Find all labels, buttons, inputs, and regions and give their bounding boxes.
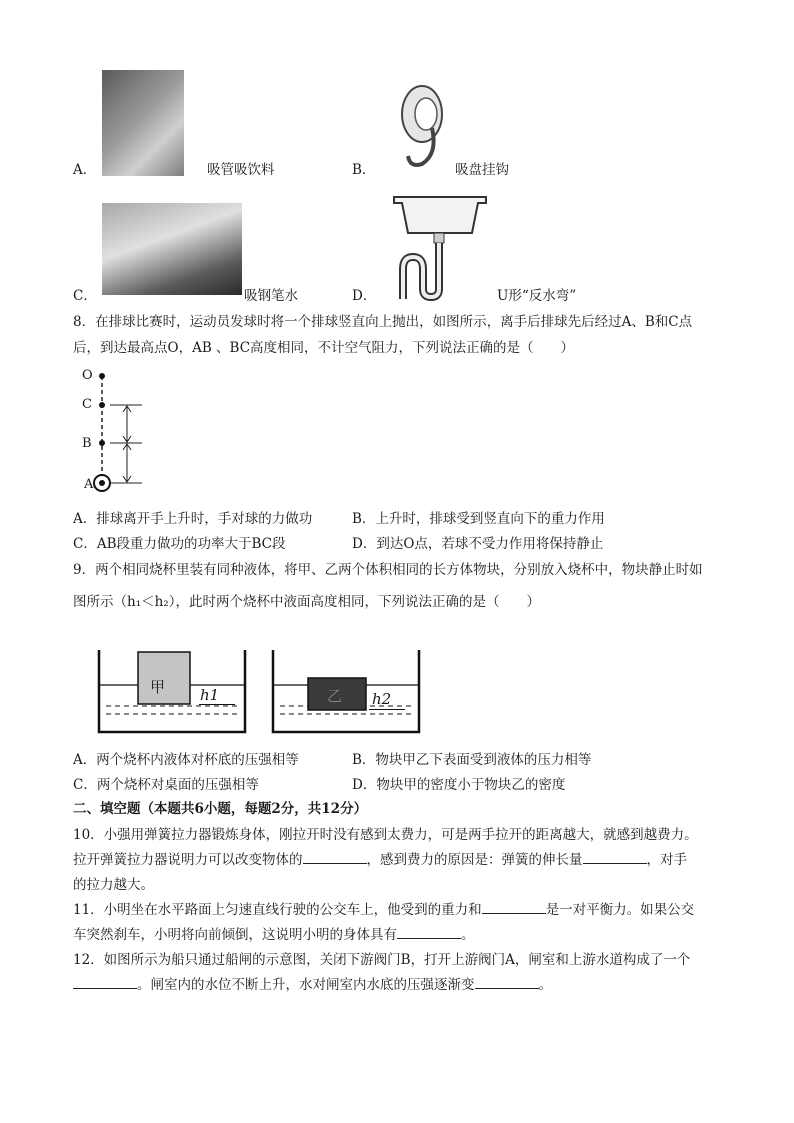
q9-stem-line1: 9．两个相同烧杯里装有同种液体，将甲、乙两个体积相同的长方体物块，分别放入烧杯中，物块静止时如 [73,562,703,578]
block-jia-label: 甲 [150,678,166,696]
q7-option-d-caption: U形“反水弯” [497,288,577,304]
q7-option-a-caption: 吸管吸饮料 [207,162,275,178]
q12-blank-1[interactable] [73,976,137,989]
q7-option-d-letter: D． [352,288,377,304]
q8-option-c: C．AB段重力做功的功率大于BC段 [73,536,286,552]
q12-line2-part1: 。闸室内的水位不断上升，水对闸室内水底的压强逐渐变 [137,977,475,993]
q12-blank-2[interactable] [475,976,539,989]
q10-blank-1[interactable] [303,851,367,864]
q7-option-a-letter: A． [73,162,97,178]
h2-underline [369,709,405,710]
q11-line2-part1: 车突然刹车，小明将向前倾倒，这说明小明的身体具有 [73,927,397,943]
q10-line2 [73,851,687,869]
q9-option-b: B．物块甲乙下表面受到液体的压力相等 [352,752,592,768]
q7-option-b-letter: B． [352,162,376,178]
point-b-label: B [82,436,92,451]
h1-text: h1 [200,686,220,704]
sink-trap-figure [392,193,488,301]
point-o-label: O [82,368,93,383]
point-c-label: C [82,397,92,412]
q8-option-a: A．排球离开手上升时，手对球的力做功 [73,511,313,527]
q7-option-c-letter: C． [73,288,97,304]
q11-line2-part2: 。 [461,927,475,943]
suction-hook-figure [392,76,472,172]
q12-line2-part2: 。 [538,977,552,993]
beaker-right-figure [270,648,422,736]
block-yi-label: 乙 [327,687,343,705]
q7-option-c-caption: 吸钢笔水 [244,288,298,304]
point-a-label: A [84,477,94,492]
q7-option-b-caption: 吸盘挂钩 [455,162,509,178]
q10-blank-2[interactable] [583,851,647,864]
h2-text: h2 [372,690,392,708]
q10-line3: 的拉力越大。 [73,877,154,893]
straw-drink-photo [102,70,184,176]
q8-option-b: B．上升时，排球受到竖直向下的重力作用 [352,511,605,527]
q9-stem-line2: 图所示（h₁＜h₂），此时两个烧杯中液面高度相同，下列说法正确的是（ ） [73,594,540,610]
q9-option-c: C．两个烧杯对桌面的压强相等 [73,777,259,793]
fountain-pen-photo [102,203,242,295]
q12-line1: 12．如图所示为船只通过船闸的示意图，关闭下游阀门B，打开上游阀门A，闸室和上游水道构成了一个 [73,952,691,968]
q10-line1: 10．小强用弹簧拉力器锻炼身体，刚拉开时没有感到太费力，可是两手拉开的距离越大，就感到越费力。 [73,827,698,843]
h1-underline [199,704,235,705]
q10-line2-part2: ，感到费力的原因是：弹簧的伸长量 [366,852,583,868]
q8-stem-line2: 后，到达最高点O，AB 、BC高度相同，不计空气阻力，下列说法正确的是（ ） [73,340,575,356]
h2-label [372,690,391,708]
q11-blank-1[interactable] [482,901,546,914]
q8-option-d: D．到达O点，若球不受力作用将保持静止 [352,536,604,552]
q11-line1 [73,901,694,919]
q11-blank-2[interactable] [397,926,461,939]
q9-option-d: D．物块甲的密度小于物块乙的密度 [352,777,566,793]
q11-line1-part1: 11．小明坐在水平路面上匀速直线行驶的公交车上，他受到的重力和 [73,902,482,918]
section2-title: 二、填空题（本题共6小题，每题2分，共12分） [73,801,368,817]
q11-line2 [73,926,475,944]
q12-line2 [73,976,552,994]
q8-stem-line1: 8．在排球比赛时，运动员发球时将一个排球竖直向上抛出，如图所示，离手后排球先后经过A、B和C点 [73,314,693,330]
q9-option-a: A．两个烧杯内液体对杯底的压强相等 [73,752,299,768]
h1-label [200,686,219,704]
q10-line2-part1: 拉开弹簧拉力器说明力可以改变物体的 [73,852,303,868]
q10-line2-part3: ，对手 [646,852,687,868]
beaker-left-figure [96,648,248,736]
q11-line1-part2: 是一对平衡力。如果公交 [545,902,695,918]
